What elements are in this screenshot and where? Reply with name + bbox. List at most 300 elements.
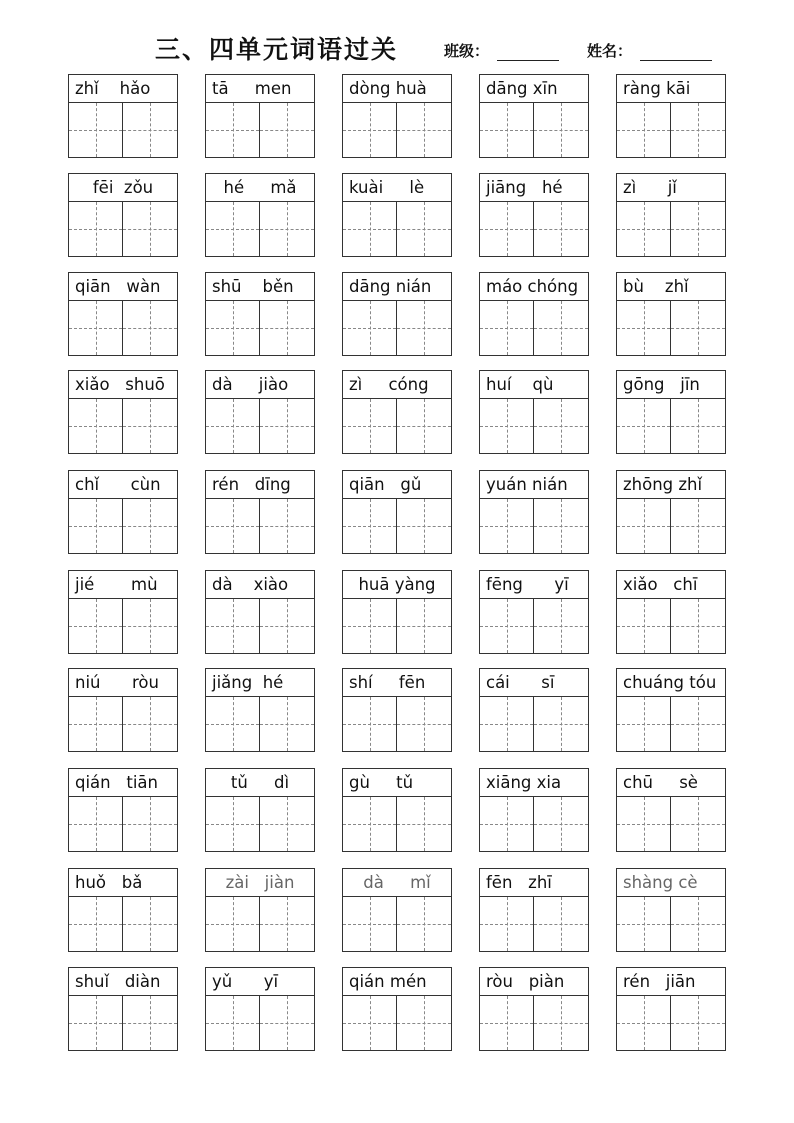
- pinyin-label: kuài lè: [343, 174, 451, 202]
- word-cell: [616, 74, 726, 158]
- word-cell: [479, 570, 589, 654]
- word-cell: [342, 967, 452, 1051]
- character-writing-box-left[interactable]: [617, 897, 671, 951]
- word-cell: [342, 868, 452, 952]
- character-writing-box-left[interactable]: [343, 897, 397, 951]
- word-cell: [205, 868, 315, 952]
- character-writing-box-left[interactable]: [343, 301, 397, 355]
- class-label: 班级：: [444, 42, 490, 60]
- pinyin-label: rén dīng: [206, 471, 314, 499]
- character-writing-box-left[interactable]: [343, 399, 397, 453]
- guide-line-horizontal: [671, 924, 725, 925]
- guide-line-horizontal: [343, 626, 396, 627]
- pinyin-label: jiǎng hé: [206, 669, 314, 697]
- word-cell: [342, 74, 452, 158]
- guide-line-horizontal: [206, 229, 259, 230]
- guide-line-horizontal: [69, 130, 122, 131]
- character-writing-box-right[interactable]: [123, 499, 177, 553]
- guide-line-horizontal: [397, 724, 451, 725]
- character-writing-box-left[interactable]: [206, 301, 260, 355]
- guide-line-horizontal: [397, 924, 451, 925]
- guide-line-horizontal: [480, 626, 533, 627]
- guide-line-horizontal: [480, 724, 533, 725]
- guide-line-horizontal: [397, 526, 451, 527]
- guide-line-horizontal: [123, 724, 177, 725]
- guide-line-horizontal: [480, 426, 533, 427]
- guide-line-horizontal: [617, 229, 670, 230]
- guide-line-horizontal: [397, 824, 451, 825]
- guide-line-horizontal: [343, 526, 396, 527]
- character-writing-box-left[interactable]: [206, 103, 260, 157]
- character-writing-box-left[interactable]: [343, 697, 397, 751]
- guide-line-horizontal: [69, 924, 122, 925]
- guide-line-horizontal: [343, 426, 396, 427]
- pinyin-label: yǔ yī: [206, 968, 314, 996]
- character-writing-box-left[interactable]: [480, 399, 534, 453]
- character-writing-box-right[interactable]: [123, 996, 177, 1050]
- guide-line-horizontal: [123, 328, 177, 329]
- character-writing-box-right[interactable]: [397, 399, 451, 453]
- word-cell: [479, 668, 589, 752]
- pinyin-label: fēn zhī: [480, 869, 588, 897]
- character-writing-box-right[interactable]: [123, 797, 177, 851]
- pinyin-label: cái sī: [480, 669, 588, 697]
- word-cell: [342, 272, 452, 356]
- guide-line-horizontal: [206, 328, 259, 329]
- guide-line-horizontal: [617, 426, 670, 427]
- word-cell: [68, 768, 178, 852]
- pinyin-label: shàng cè: [617, 869, 725, 897]
- guide-line-horizontal: [260, 526, 314, 527]
- word-cell: [342, 370, 452, 454]
- character-writing-box-right[interactable]: [671, 301, 725, 355]
- pinyin-label: dà mǐ: [343, 869, 451, 897]
- character-writing-box-right[interactable]: [260, 399, 314, 453]
- guide-line-horizontal: [671, 426, 725, 427]
- guide-line-horizontal: [69, 824, 122, 825]
- word-cell: [342, 470, 452, 554]
- pinyin-label: qiān gǔ: [343, 471, 451, 499]
- guide-line-horizontal: [534, 229, 588, 230]
- guide-line-horizontal: [69, 526, 122, 527]
- pinyin-label: xiāng xia: [480, 769, 588, 797]
- character-writing-box-left[interactable]: [206, 897, 260, 951]
- character-writing-box-right[interactable]: [123, 301, 177, 355]
- guide-line-horizontal: [206, 426, 259, 427]
- pinyin-label: tā men: [206, 75, 314, 103]
- character-writing-box-right[interactable]: [671, 797, 725, 851]
- character-writing-box-right[interactable]: [397, 897, 451, 951]
- guide-line-horizontal: [260, 626, 314, 627]
- character-writing-box-right[interactable]: [123, 697, 177, 751]
- character-writing-box-left[interactable]: [343, 499, 397, 553]
- character-writing-box-left[interactable]: [617, 499, 671, 553]
- character-writing-box-left[interactable]: [206, 202, 260, 256]
- character-writing-box-right[interactable]: [671, 499, 725, 553]
- word-cell: [342, 768, 452, 852]
- character-writing-box-right[interactable]: [260, 897, 314, 951]
- character-writing-box-left[interactable]: [69, 399, 123, 453]
- word-cell: [342, 173, 452, 257]
- word-cell: [616, 470, 726, 554]
- character-writing-box-left[interactable]: [69, 996, 123, 1050]
- character-writing-box-right[interactable]: [671, 103, 725, 157]
- character-writing-box-right[interactable]: [123, 399, 177, 453]
- character-writing-box-left[interactable]: [69, 301, 123, 355]
- guide-line-horizontal: [343, 924, 396, 925]
- guide-line-horizontal: [534, 824, 588, 825]
- character-writing-box-right[interactable]: [534, 897, 588, 951]
- guide-line-horizontal: [260, 130, 314, 131]
- word-cell: [479, 74, 589, 158]
- pinyin-label: qiān wàn: [69, 273, 177, 301]
- guide-line-horizontal: [69, 229, 122, 230]
- character-writing-box-right[interactable]: [397, 202, 451, 256]
- character-writing-box-left[interactable]: [617, 301, 671, 355]
- character-writing-box-right[interactable]: [397, 599, 451, 653]
- pinyin-label: shí fēn: [343, 669, 451, 697]
- character-writing-box-right[interactable]: [534, 399, 588, 453]
- character-writing-box-right[interactable]: [123, 897, 177, 951]
- guide-line-horizontal: [617, 824, 670, 825]
- character-writing-box-right[interactable]: [260, 599, 314, 653]
- character-writing-box-right[interactable]: [534, 103, 588, 157]
- character-writing-box-right[interactable]: [397, 996, 451, 1050]
- pinyin-label: tǔ dì: [206, 769, 314, 797]
- word-cell: [68, 868, 178, 952]
- guide-line-horizontal: [206, 130, 259, 131]
- word-cell: [205, 668, 315, 752]
- guide-line-horizontal: [617, 328, 670, 329]
- character-writing-box-right[interactable]: [397, 697, 451, 751]
- pinyin-label: jié mù: [69, 571, 177, 599]
- character-writing-box-left[interactable]: [69, 697, 123, 751]
- word-cell: [68, 668, 178, 752]
- guide-line-horizontal: [480, 1023, 533, 1024]
- character-writing-box-left[interactable]: [69, 797, 123, 851]
- word-cell: [616, 570, 726, 654]
- guide-line-horizontal: [260, 1023, 314, 1024]
- guide-line-horizontal: [343, 824, 396, 825]
- guide-line-horizontal: [123, 426, 177, 427]
- character-writing-box-left[interactable]: [617, 996, 671, 1050]
- guide-line-horizontal: [534, 626, 588, 627]
- pinyin-label: zhǐ hǎo: [69, 75, 177, 103]
- character-writing-box-left[interactable]: [343, 202, 397, 256]
- pinyin-label: zì jǐ: [617, 174, 725, 202]
- word-cell: [205, 768, 315, 852]
- character-writing-box-left[interactable]: [206, 399, 260, 453]
- word-cell: [68, 370, 178, 454]
- guide-line-horizontal: [123, 130, 177, 131]
- guide-line-horizontal: [206, 924, 259, 925]
- word-cell: [479, 470, 589, 554]
- guide-line-horizontal: [69, 1023, 122, 1024]
- name-blank[interactable]: [640, 60, 712, 61]
- word-cell: [479, 868, 589, 952]
- character-writing-box-right[interactable]: [260, 103, 314, 157]
- name-label: 姓名：: [587, 42, 633, 60]
- character-writing-box-left[interactable]: [206, 499, 260, 553]
- guide-line-horizontal: [206, 626, 259, 627]
- word-cell: [616, 173, 726, 257]
- guide-line-horizontal: [397, 426, 451, 427]
- character-writing-box-right[interactable]: [534, 202, 588, 256]
- pinyin-label: máo chóng: [480, 273, 588, 301]
- guide-line-horizontal: [397, 328, 451, 329]
- guide-line-horizontal: [671, 229, 725, 230]
- word-cell: [342, 668, 452, 752]
- guide-line-horizontal: [69, 426, 122, 427]
- character-writing-box-left[interactable]: [617, 697, 671, 751]
- guide-line-horizontal: [671, 724, 725, 725]
- word-cell: [68, 272, 178, 356]
- guide-line-horizontal: [260, 924, 314, 925]
- guide-line-horizontal: [480, 824, 533, 825]
- character-writing-box-right[interactable]: [671, 399, 725, 453]
- pinyin-label: gōng jīn: [617, 371, 725, 399]
- guide-line-horizontal: [671, 328, 725, 329]
- guide-line-horizontal: [123, 526, 177, 527]
- guide-line-horizontal: [480, 526, 533, 527]
- guide-line-horizontal: [260, 426, 314, 427]
- guide-line-horizontal: [260, 824, 314, 825]
- character-writing-box-right[interactable]: [534, 797, 588, 851]
- word-cell: [616, 868, 726, 952]
- character-writing-box-left[interactable]: [617, 797, 671, 851]
- character-writing-box-left[interactable]: [343, 599, 397, 653]
- guide-line-horizontal: [671, 824, 725, 825]
- character-writing-box-left[interactable]: [206, 797, 260, 851]
- pinyin-label: zài jiàn: [206, 869, 314, 897]
- pinyin-label: qián mén: [343, 968, 451, 996]
- guide-line-horizontal: [397, 130, 451, 131]
- word-cell: [205, 173, 315, 257]
- character-writing-box-right[interactable]: [397, 797, 451, 851]
- character-writing-box-right[interactable]: [534, 697, 588, 751]
- character-writing-box-right[interactable]: [260, 797, 314, 851]
- character-writing-box-right[interactable]: [123, 599, 177, 653]
- character-writing-box-left[interactable]: [617, 599, 671, 653]
- word-cell: [205, 967, 315, 1051]
- word-cell: [68, 74, 178, 158]
- character-writing-box-right[interactable]: [671, 697, 725, 751]
- character-writing-box-left[interactable]: [206, 697, 260, 751]
- character-writing-box-left[interactable]: [206, 599, 260, 653]
- word-cell: [68, 470, 178, 554]
- pinyin-label: huā yàng: [343, 571, 451, 599]
- pinyin-label: fēi zǒu: [69, 174, 177, 202]
- pinyin-label: niú ròu: [69, 669, 177, 697]
- word-cell: [616, 967, 726, 1051]
- character-writing-box-right[interactable]: [123, 103, 177, 157]
- character-writing-box-right[interactable]: [534, 599, 588, 653]
- character-writing-box-left[interactable]: [617, 103, 671, 157]
- pinyin-label: fēng yī: [480, 571, 588, 599]
- character-writing-box-left[interactable]: [69, 599, 123, 653]
- pinyin-label: qián tiān: [69, 769, 177, 797]
- character-writing-box-left[interactable]: [480, 499, 534, 553]
- character-writing-box-left[interactable]: [617, 399, 671, 453]
- character-writing-box-left[interactable]: [480, 599, 534, 653]
- guide-line-horizontal: [123, 824, 177, 825]
- guide-line-horizontal: [206, 1023, 259, 1024]
- character-writing-box-right[interactable]: [397, 103, 451, 157]
- character-writing-box-right[interactable]: [534, 301, 588, 355]
- pinyin-label: jiāng hé: [480, 174, 588, 202]
- guide-line-horizontal: [343, 724, 396, 725]
- word-cell: [205, 370, 315, 454]
- guide-line-horizontal: [617, 130, 670, 131]
- pinyin-label: shū běn: [206, 273, 314, 301]
- guide-line-horizontal: [617, 626, 670, 627]
- guide-line-horizontal: [343, 328, 396, 329]
- pinyin-label: chuáng tóu: [617, 669, 725, 697]
- guide-line-horizontal: [534, 526, 588, 527]
- guide-line-horizontal: [671, 626, 725, 627]
- character-writing-box-left[interactable]: [480, 897, 534, 951]
- word-cell: [205, 470, 315, 554]
- guide-line-horizontal: [260, 328, 314, 329]
- word-cell: [479, 272, 589, 356]
- character-writing-box-right[interactable]: [260, 202, 314, 256]
- guide-line-horizontal: [671, 526, 725, 527]
- character-writing-box-right[interactable]: [671, 202, 725, 256]
- pinyin-label: ràng kāi: [617, 75, 725, 103]
- guide-line-horizontal: [123, 229, 177, 230]
- pinyin-label: dāng nián: [343, 273, 451, 301]
- guide-line-horizontal: [69, 626, 122, 627]
- guide-line-horizontal: [260, 724, 314, 725]
- worksheet-title: 三、四单元词语过关: [155, 35, 399, 64]
- character-writing-box-left[interactable]: [343, 797, 397, 851]
- pinyin-label: dà jiào: [206, 371, 314, 399]
- guide-line-horizontal: [617, 724, 670, 725]
- guide-line-horizontal: [480, 229, 533, 230]
- guide-line-horizontal: [480, 130, 533, 131]
- pinyin-label: dòng huà: [343, 75, 451, 103]
- word-cell: [479, 173, 589, 257]
- word-cell: [342, 570, 452, 654]
- pinyin-label: chǐ cùn: [69, 471, 177, 499]
- guide-line-horizontal: [343, 1023, 396, 1024]
- guide-line-horizontal: [123, 1023, 177, 1024]
- guide-line-horizontal: [534, 328, 588, 329]
- guide-line-horizontal: [534, 724, 588, 725]
- character-writing-box-right[interactable]: [671, 897, 725, 951]
- word-cell: [479, 370, 589, 454]
- word-cell: [479, 768, 589, 852]
- character-writing-box-left[interactable]: [480, 103, 534, 157]
- pinyin-label: huǒ bǎ: [69, 869, 177, 897]
- character-writing-box-left[interactable]: [343, 103, 397, 157]
- word-cell: [205, 74, 315, 158]
- guide-line-horizontal: [480, 924, 533, 925]
- word-cell: [68, 967, 178, 1051]
- guide-line-horizontal: [69, 328, 122, 329]
- pinyin-label: ròu piàn: [480, 968, 588, 996]
- worksheet-header: [0, 26, 794, 70]
- word-cell: [205, 272, 315, 356]
- guide-line-horizontal: [534, 426, 588, 427]
- pinyin-label: hé mǎ: [206, 174, 314, 202]
- character-writing-box-right[interactable]: [671, 996, 725, 1050]
- guide-line-horizontal: [480, 328, 533, 329]
- character-writing-box-right[interactable]: [397, 301, 451, 355]
- pinyin-label: dà xiào: [206, 571, 314, 599]
- guide-line-horizontal: [206, 724, 259, 725]
- guide-line-horizontal: [397, 626, 451, 627]
- word-cell: [68, 570, 178, 654]
- character-writing-box-left[interactable]: [617, 202, 671, 256]
- pinyin-label: xiǎo chī: [617, 571, 725, 599]
- word-cell: [616, 668, 726, 752]
- character-writing-box-left[interactable]: [480, 797, 534, 851]
- pinyin-label: zhōng zhǐ: [617, 471, 725, 499]
- pinyin-label: zì cóng: [343, 371, 451, 399]
- guide-line-horizontal: [671, 1023, 725, 1024]
- guide-line-horizontal: [534, 1023, 588, 1024]
- character-writing-box-right[interactable]: [397, 499, 451, 553]
- guide-line-horizontal: [123, 626, 177, 627]
- guide-line-horizontal: [206, 824, 259, 825]
- guide-line-horizontal: [617, 526, 670, 527]
- class-blank[interactable]: [497, 60, 559, 61]
- guide-line-horizontal: [534, 130, 588, 131]
- character-writing-box-left[interactable]: [69, 499, 123, 553]
- pinyin-label: chū sè: [617, 769, 725, 797]
- pinyin-label: dāng xīn: [480, 75, 588, 103]
- guide-line-horizontal: [343, 130, 396, 131]
- pinyin-label: huí qù: [480, 371, 588, 399]
- character-writing-box-left[interactable]: [69, 897, 123, 951]
- character-writing-box-right[interactable]: [671, 599, 725, 653]
- character-writing-box-right[interactable]: [260, 499, 314, 553]
- character-writing-box-right[interactable]: [260, 996, 314, 1050]
- character-writing-box-right[interactable]: [534, 996, 588, 1050]
- pinyin-label: shuǐ diàn: [69, 968, 177, 996]
- pinyin-word-grid: [68, 74, 728, 1054]
- word-cell: [616, 768, 726, 852]
- word-cell: [479, 967, 589, 1051]
- pinyin-label: gù tǔ: [343, 769, 451, 797]
- word-cell: [205, 570, 315, 654]
- character-writing-box-left[interactable]: [206, 996, 260, 1050]
- pinyin-label: bù zhǐ: [617, 273, 725, 301]
- guide-line-horizontal: [397, 1023, 451, 1024]
- guide-line-horizontal: [397, 229, 451, 230]
- character-writing-box-left[interactable]: [480, 301, 534, 355]
- character-writing-box-right[interactable]: [260, 301, 314, 355]
- guide-line-horizontal: [617, 924, 670, 925]
- guide-line-horizontal: [671, 130, 725, 131]
- character-writing-box-right[interactable]: [260, 697, 314, 751]
- guide-line-horizontal: [534, 924, 588, 925]
- character-writing-box-left[interactable]: [480, 202, 534, 256]
- guide-line-horizontal: [343, 229, 396, 230]
- character-writing-box-left[interactable]: [480, 996, 534, 1050]
- guide-line-horizontal: [206, 526, 259, 527]
- word-cell: [68, 173, 178, 257]
- pinyin-label: xiǎo shuō: [69, 371, 177, 399]
- character-writing-box-left[interactable]: [480, 697, 534, 751]
- character-writing-box-left[interactable]: [343, 996, 397, 1050]
- character-writing-box-right[interactable]: [534, 499, 588, 553]
- guide-line-horizontal: [123, 924, 177, 925]
- character-writing-box-right[interactable]: [123, 202, 177, 256]
- character-writing-box-left[interactable]: [69, 202, 123, 256]
- character-writing-box-left[interactable]: [69, 103, 123, 157]
